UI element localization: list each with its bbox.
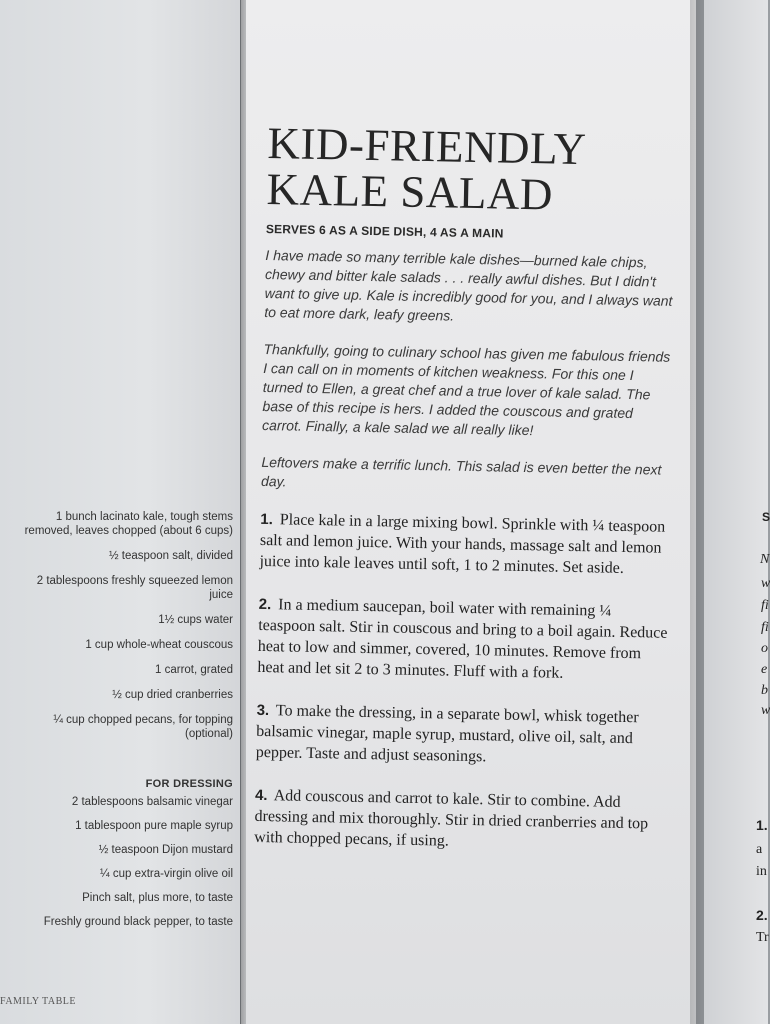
- title-line: KID-FRIENDLY: [267, 118, 587, 175]
- next-page-fragment: S: [762, 510, 770, 524]
- recipe-step: [256, 700, 669, 771]
- serves-info: SERVES 6 AS A SIDE DISH, 4 AS A MAIN: [265, 221, 504, 241]
- ingredient-item: 1 bunch lacinato kale, tough stems removed, leaves chopped (about 6 cups): [24, 511, 233, 537]
- next-page-fragment: in: [756, 864, 767, 879]
- intro-paragraph: I have made so many terrible kale dishes—burned kale chips, chewy and bitter kale salads . . . really awful dishes. But I didn't want to give up. Kale is incredibly good for you, and I always want to eat more dark, leafy greens.: [264, 246, 673, 324]
- recipe-step: [254, 785, 667, 856]
- recipe-step: [257, 594, 671, 686]
- next-page-fragment: w: [761, 703, 770, 718]
- next-page-fragment: fi: [761, 620, 769, 635]
- step-text: Add couscous and carrot to kale. Stir to combine. Add dressing and mix thoroughly. Stir in dried cranberries and top with chopped pecans, if using.: [254, 787, 649, 850]
- recipe-step: [259, 509, 672, 580]
- ingredient-item: 1 carrot, grated: [155, 664, 233, 676]
- dressing-item: 1 tablespoon pure maple syrup: [75, 820, 233, 832]
- next-page-fragment: o: [761, 641, 768, 656]
- dressing-item: Pinch salt, plus more, to taste: [82, 892, 233, 904]
- recipe-steps: [254, 509, 672, 856]
- next-page-fragment: fi: [761, 598, 769, 613]
- step-text: To make the dressing, in a separate bowl, whisk together balsamic vinegar, maple syrup, mustard, olive oil, salt, and pepper. Taste and adjust seasonings.: [255, 702, 639, 766]
- step-number: 4.: [254, 786, 268, 805]
- step-text: In a medium saucepan, boil water with remaining ¼ teaspoon salt. Stir in couscous and bring to a boil again. Reduce heat to low and simmer, covered, 10 minutes. Remove from heat and let sit 2 to 3 minutes. Fluff with a fork.: [257, 596, 668, 682]
- recipe-intro: [261, 246, 678, 499]
- next-page-fragment: Tr: [756, 930, 769, 945]
- step-text: Place kale in a large mixing bowl. Sprinkle with ¼ teaspoon salt and lemon juice. With your hands, massage salt and lemon juice into kale leaves until soft, 1 to 2 minutes. Set aside.: [259, 511, 666, 577]
- next-page-fragment: 1.: [756, 817, 768, 833]
- ingredient-item: ½ cup dried cranberries: [112, 689, 233, 701]
- next-page-fragment: N: [760, 552, 770, 567]
- intro-paragraph: Thankfully, going to culinary school has given me fabulous friends I can call on in moments of kitchen weakness. For this one I turned to Ellen, a great chef and a true lover of kale salad. The base of this recipe is hers. I added the couscous and grated carrot. Finally, a kale salad we all really like!: [261, 340, 671, 439]
- step-number: 3.: [256, 701, 270, 720]
- ingredients-list: [20, 510, 233, 939]
- recipe-content: [254, 120, 680, 878]
- step-number: 1.: [260, 510, 274, 529]
- recipe-title: [266, 120, 680, 220]
- ingredient-item: ½ teaspoon salt, divided: [108, 550, 233, 562]
- title-line: KALE SALAD: [266, 163, 554, 220]
- dressing-item: Freshly ground black pepper, to taste: [43, 916, 233, 928]
- next-page: [704, 0, 768, 1024]
- dressing-item: 2 tablespoons balsamic vinegar: [71, 796, 233, 808]
- ingredient-item: 1 cup whole-wheat couscous: [85, 639, 233, 651]
- ingredient-item: 2 tablespoons freshly squeezed lemon juice: [36, 575, 233, 601]
- next-page-fragment: e: [761, 662, 768, 677]
- next-page-fragment: b: [761, 683, 768, 698]
- dressing-item: ½ teaspoon Dijon mustard: [98, 844, 233, 856]
- ingredient-item: 1½ cups water: [158, 614, 233, 626]
- step-number: 2.: [258, 595, 272, 614]
- page-footer: FAMILY TABLE: [0, 996, 76, 1007]
- dressing-heading: FOR DRESSING: [145, 778, 233, 790]
- next-page-fragment: a: [756, 842, 763, 857]
- intro-paragraph: Leftovers make a terrific lunch. This salad is even better the next day.: [260, 453, 662, 490]
- next-page-fragment: w: [761, 576, 770, 591]
- ingredient-item: ¼ cup chopped pecans, for topping (optional): [53, 714, 233, 740]
- next-page-fragment: 2.: [756, 907, 768, 923]
- dressing-item: ¼ cup extra-virgin olive oil: [100, 868, 233, 880]
